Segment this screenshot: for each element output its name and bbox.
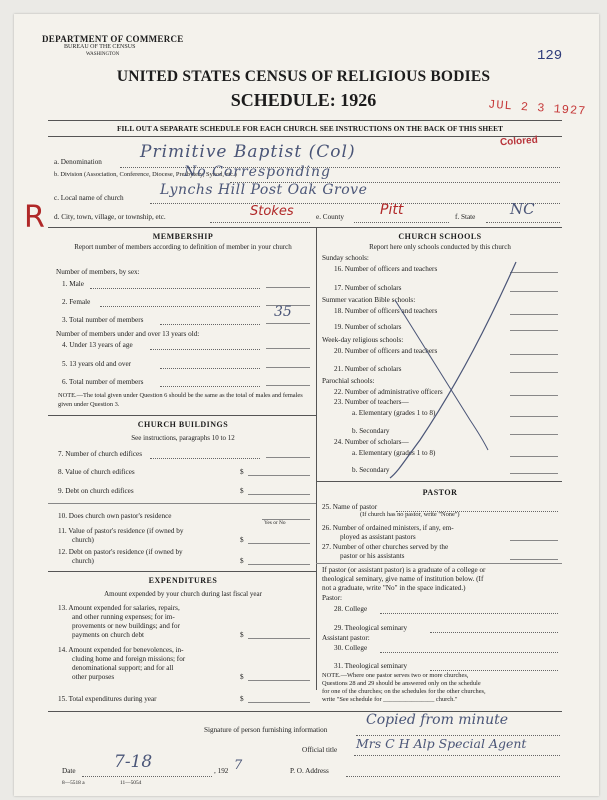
q4-under13-label: 4. Under 13 years of age — [62, 341, 133, 349]
q28-line — [380, 612, 558, 614]
form-title: UNITED STATES CENSUS OF RELIGIOUS BODIES — [116, 68, 491, 85]
denomination-value[interactable]: Primitive Baptist (Col) — [140, 142, 356, 162]
q3-total-value[interactable]: 35 — [274, 304, 292, 320]
q14-label-4: other purposes — [72, 673, 115, 681]
q24a-label: a. Elementary (grades 1 to 8) — [352, 449, 436, 457]
city-label: d. City, town, village, or township, etc. — [54, 213, 166, 221]
q1-male-label: 1. Male — [62, 280, 84, 288]
q14-label: 14. Amount expended for benevolences, in- — [58, 646, 184, 654]
buildings-heading: CHURCH BUILDINGS — [137, 420, 229, 429]
q30-label: 30. College — [334, 644, 368, 652]
q13-label-4: payments on church debt — [72, 631, 145, 639]
q25-hint: (If church has no pastor, write "None") — [360, 511, 460, 518]
q30-line — [380, 651, 558, 653]
print-number: 11—5054 — [120, 780, 142, 786]
denomination-label: a. Denomination — [54, 158, 102, 166]
state-value[interactable]: NC — [510, 200, 535, 218]
bureau-name: BUREAU OF THE CENSUS — [64, 44, 136, 50]
expenditures-heading: EXPENDITURES — [148, 576, 218, 585]
q13-label: 13. Amount expended for salaries, repairs, — [58, 604, 180, 612]
q9-dollar: $ — [240, 487, 244, 495]
division-label: b. Division (Association, Conference, Diocese, Presbytery, Synod, etc.) — [54, 171, 237, 178]
buildings-subheading: See instructions, paragraphs 10 to 12 — [131, 434, 235, 442]
summer-schools-label: Summer vacation Bible schools: — [322, 296, 416, 304]
q9-label: 9. Debt on church edifices — [58, 487, 134, 495]
pastor-note-4: write "See schedule for ________________ church." — [322, 696, 458, 703]
q27-answer-line — [510, 559, 558, 560]
po-address-line — [346, 775, 560, 777]
year-prefix: , 192 — [214, 767, 229, 775]
q24-label: 24. Number of scholars— — [334, 438, 409, 446]
q23-label: 23. Number of teachers— — [334, 398, 409, 406]
received-date-stamp: JUL 2 3 1927 — [487, 97, 587, 119]
date-label: Date — [62, 767, 76, 775]
q12-dollar: $ — [240, 557, 244, 565]
pastor-note-2: Questions 28 and 29 should be answered only on the schedule — [322, 680, 481, 687]
q13-dollar: $ — [240, 631, 244, 639]
q28-label: 28. College — [334, 605, 368, 613]
q26-answer-line — [510, 540, 558, 541]
form-number: 8—5518 a — [62, 780, 85, 786]
q7-label: 7. Number of church edifices — [58, 450, 143, 458]
members-by-sex-label: Number of members, by sex: — [56, 268, 140, 276]
q11-label: 11. Value of pastor's residence (if owned by — [58, 527, 184, 535]
pastor-top-rule — [316, 481, 562, 482]
county-value[interactable]: Pitt — [380, 202, 404, 218]
q12-label-cont: church) — [72, 557, 94, 565]
schedule-number: 129 — [537, 48, 563, 64]
q26-label-cont: ployed as assistant pastors — [340, 533, 416, 541]
q5-over13-label: 5. 13 years old and over — [62, 360, 132, 368]
instructions-banner: FILL OUT A SEPARATE SCHEDULE FOR EACH CHURCH. SEE INSTRUCTIONS ON THE BACK OF THIS SHEET — [117, 124, 503, 133]
pastor-note-3: for one of the churches; on the schedules for the other churches, — [322, 688, 486, 695]
membership-note: NOTE.—The total given under Question 6 should be the same as the total of males and females given under Question 3. — [58, 392, 303, 408]
local-name-value[interactable]: Lynchs Hill Post Oak Grove — [160, 182, 368, 198]
q13-label-2: and other running expenses; for im- — [72, 613, 175, 621]
q11-dollar: $ — [240, 536, 244, 544]
q13-label-3: provements or new buildings; and for — [72, 622, 180, 630]
sunday-schools-label: Sunday schools: — [322, 254, 369, 262]
assistant-pastor-subheading: Assistant pastor: — [322, 634, 370, 642]
official-title-line — [354, 754, 560, 756]
q29-line — [430, 631, 558, 633]
q23a-label: a. Elementary (grades 1 to 8) — [352, 409, 436, 417]
graduate-instructions-2: theological seminary, give name of institution below. (If — [322, 575, 484, 583]
q17-label: 17. Number of scholars — [334, 284, 402, 292]
q10-label: 10. Does church own pastor's residence — [58, 512, 172, 520]
official-title-label: Official title — [302, 746, 338, 754]
date-value[interactable]: 7-18 — [114, 752, 153, 772]
pastor-note-1: NOTE.—Where one pastor serves two or more churches, — [322, 672, 469, 679]
q27-label: 27. Number of other churches served by the — [322, 543, 449, 551]
county-label: e. County — [316, 213, 344, 221]
membership-heading: MEMBERSHIP — [152, 232, 214, 241]
membership-subheading: Report number of members according to definition of member in your church — [74, 243, 292, 251]
q21-label: 21. Number of scholars — [334, 365, 402, 373]
q27-label-cont: pastor or his assistants — [340, 552, 405, 560]
expenditures-subheading: Amount expended by your church during last fiscal year — [104, 590, 262, 598]
q15-label: 15. Total expenditures during year — [58, 695, 157, 703]
official-title-value[interactable]: Mrs C H Alp Special Agent — [356, 736, 527, 751]
department-name: DEPARTMENT OF COMMERCE — [42, 34, 184, 44]
q14-dollar: $ — [240, 673, 244, 681]
q6-total-label: 6. Total number of members — [62, 378, 144, 386]
parochial-schools-label: Parochial schools: — [322, 377, 375, 385]
q29-label: 29. Theological seminary — [334, 624, 408, 632]
q23b-label: b. Secondary — [352, 427, 390, 435]
division-value[interactable]: No Corresponding — [184, 164, 331, 180]
city-name: WASHINGTON — [86, 52, 120, 57]
q8-dollar: $ — [240, 468, 244, 476]
city-value[interactable]: Stokes — [250, 204, 294, 219]
q2-female-label: 2. Female — [62, 298, 91, 306]
form-subtitle: SCHEDULE: 1926 — [230, 90, 377, 110]
q19-label: 19. Number of scholars — [334, 323, 402, 331]
year-value[interactable]: 7 — [234, 758, 243, 773]
q16-label: 16. Number of officers and teachers — [334, 265, 438, 273]
q26-label: 26. Number of ordained ministers, if any, em- — [322, 524, 454, 532]
graduate-instructions-1: If pastor (or assistant pastor) is a graduate of a college or — [322, 566, 486, 574]
q22-label: 22. Number of administrative officers — [334, 388, 443, 396]
signature-label: Signature of person furnishing information — [204, 726, 328, 734]
q14-label-3: denominational support; and for all — [72, 664, 174, 672]
red-r-mark: R — [24, 200, 45, 235]
q20-label: 20. Number of officers and teachers — [334, 347, 438, 355]
q24b-label: b. Secondary — [352, 466, 390, 474]
colored-stamp: Colored — [499, 134, 539, 149]
q18-label: 18. Number of officers and teachers — [334, 307, 438, 315]
q8-label: 8. Value of church edifices — [58, 468, 135, 476]
q31-line — [430, 669, 558, 671]
date-line — [82, 775, 212, 777]
q25-label: 25. Name of pastor — [322, 503, 378, 511]
q14-label-2: cluding home and foreign missions; for — [72, 655, 186, 663]
po-address-label: P. O. Address — [290, 767, 329, 775]
q15-dollar: $ — [240, 695, 244, 703]
signature-value[interactable]: Copied from minute — [366, 712, 509, 728]
yes-no-hint: Yes or No — [264, 520, 286, 526]
schools-heading: CHURCH SCHOOLS — [398, 232, 482, 241]
q31-label: 31. Theological seminary — [334, 662, 408, 670]
q12-label: 12. Debt on pastor's residence (if owned by — [58, 548, 183, 556]
members-age-label: Number of members under and over 13 years old: — [56, 330, 200, 338]
schools-subheading: Report here only schools conducted by this church — [369, 243, 511, 251]
pastor-mid-rule — [316, 563, 562, 564]
q11-label-cont: church) — [72, 536, 94, 544]
q3-total-label: 3. Total number of members — [62, 316, 144, 324]
state-label: f. State — [455, 213, 476, 221]
pastor-subheading: Pastor: — [322, 594, 342, 602]
weekday-schools-label: Week-day religious schools: — [322, 336, 404, 344]
graduate-instructions-3: not a graduate, write "No" in the space indicated.) — [322, 584, 466, 592]
local-name-label: c. Local name of church — [54, 194, 124, 202]
pastor-heading: PASTOR — [422, 488, 458, 497]
